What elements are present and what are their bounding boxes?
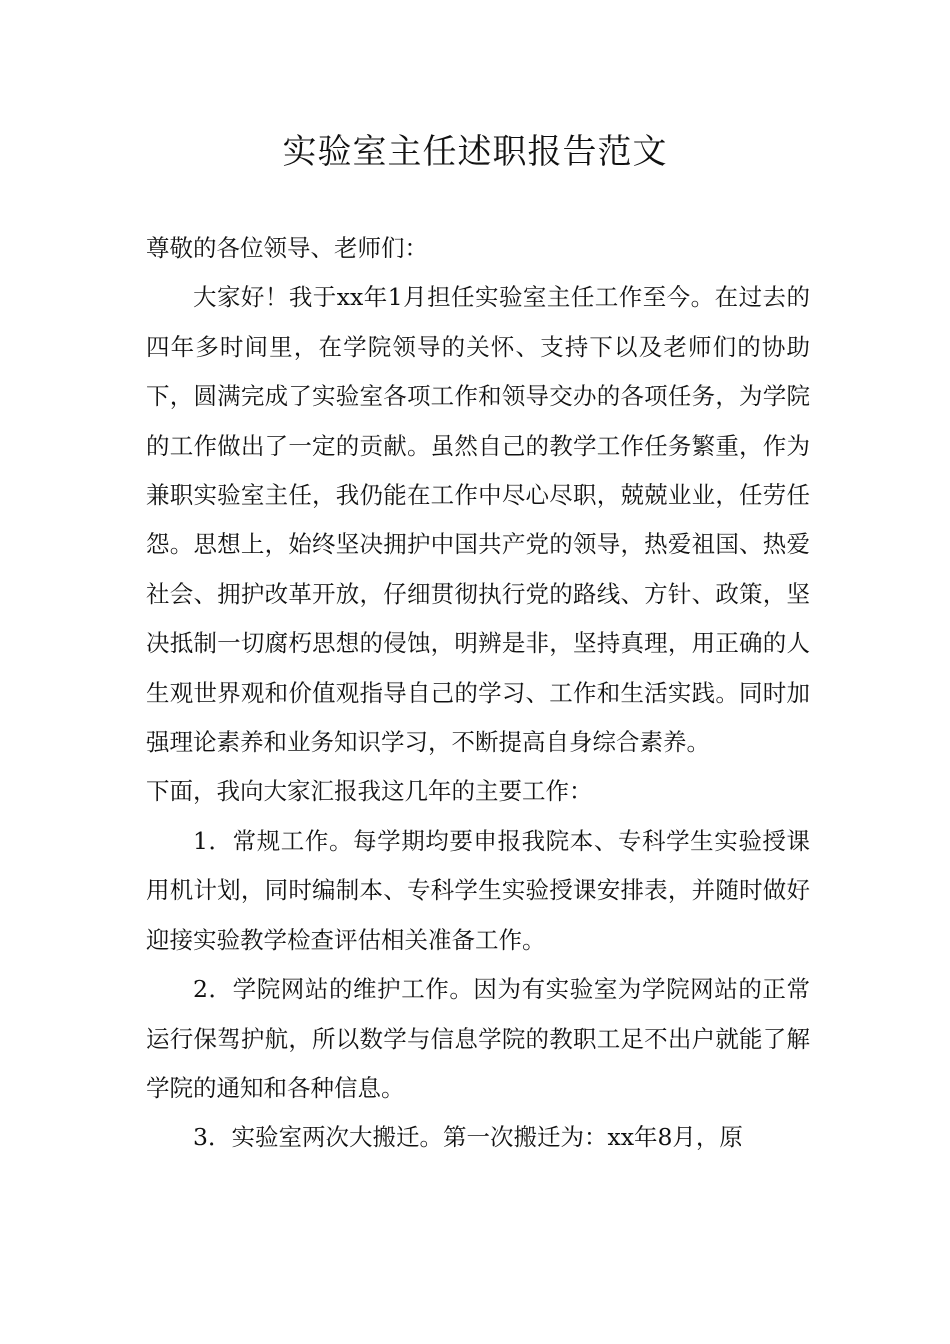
document-title: 实验室主任述职报告范文 <box>282 132 668 172</box>
paragraph-item-2: 2．学院网站的维护工作。因为有实验室为学院网站的正常运行保驾护航，所以数学与信息学院的教职工足不出户就能了解学院的通知和各种信息。 <box>146 975 810 1102</box>
paragraph-item-1: 1．常规工作。每学期均要申报我院本、专科学生实验授课用机计划，同时编制本、专科学生实验授课安排表，并随时做好迎接实验教学检查评估相关准备工作。 <box>146 826 810 954</box>
paragraph-transition: 下面，我向大家汇报我这几年的主要工作： <box>146 777 593 806</box>
salutation: 尊敬的各位领导、老师们： <box>146 234 428 262</box>
document-body <box>146 224 810 1163</box>
paragraph-intro: 大家好！我于xx年1月担任实验室主任工作至今。在过去的四年多时间里，在学院领导的关怀、支持下以及老师们的协助下，圆满完成了实验室各项工作和领导交办的各项任务，为学院的工作做出了一定的贡献。虽然自己的教学工作任务繁重，作为兼职实验室主任，我仍能在工作中尽心尽职，兢兢业业，任劳任怨。思想上，始终坚决拥护中国共产党的领导，热爱祖国、热爱社会、拥护改革开放，仔细贯彻执行党的路线、方针、政策，坚决抵制一切腐朽思想的侵蚀，明辨是非，坚持真理，用正确的人生观世界观和价值观指导自己的学习、工作和生活实践。同时加强理论素养和业务知识学习，不断提高自身综合素养。 <box>146 283 810 757</box>
paragraph-item-3: 3．实验室两次大搬迁。第一次搬迁为：xx年8月，原 <box>193 1123 743 1152</box>
